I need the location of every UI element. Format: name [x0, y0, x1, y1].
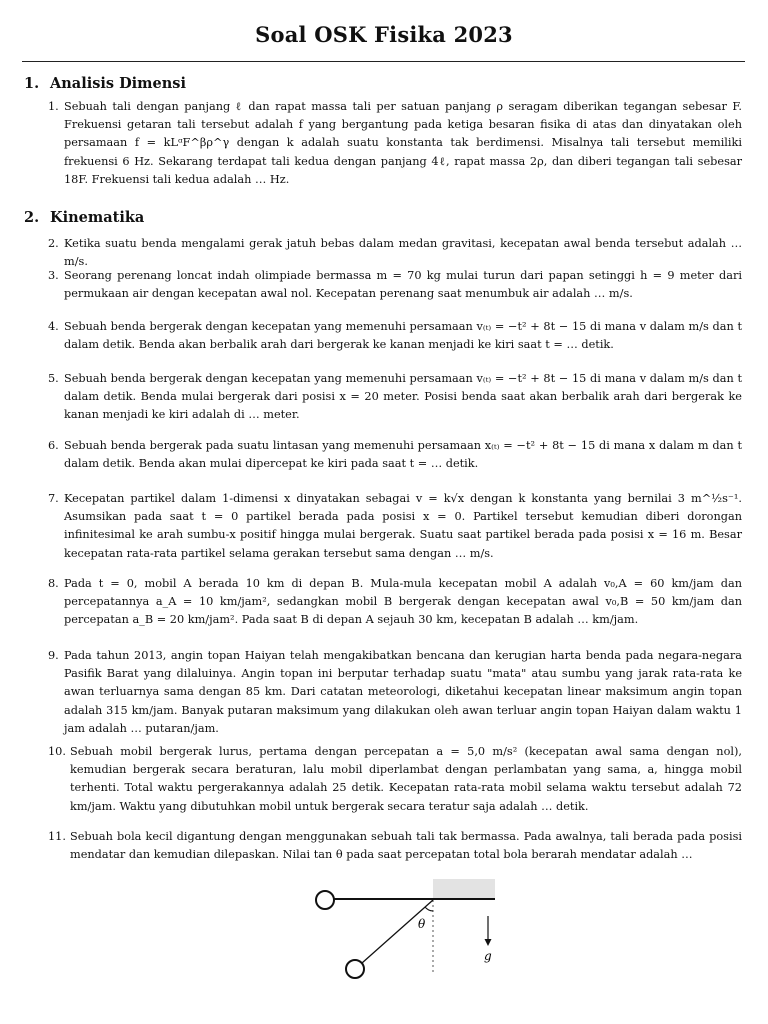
- problem-3: [48, 267, 742, 303]
- problem-text: Sebuah benda bergerak dengan kecepatan yang memenuhi persamaan v₍ₜ₎ = −t² + 8t − 15 di mana v dalam m/s dan t dalam detik. Benda mulai bergerak dari posisi x = 20 meter. Posisi benda saat akan berbalik arah dari bergerak ke kanan menjadi ke kiri adalah di … meter.: [64, 372, 742, 422]
- problem-6: [48, 437, 742, 473]
- section-heading-1: [24, 75, 186, 92]
- problem-1: [48, 98, 742, 189]
- problem-text: Sebuah benda bergerak pada suatu lintasan yang memenuhi persamaan x₍ₜ₎ = −t² + 8t − 15 di mana x dalam m dan t dalam detik. Benda akan mulai dipercepat ke kiri pada saat t = … detik.: [64, 439, 742, 471]
- problem-number: 8.: [48, 577, 59, 590]
- problem-7: [48, 490, 742, 563]
- problem-number: 4.: [48, 320, 59, 333]
- problem-9: [48, 647, 742, 738]
- ball-initial: [316, 891, 334, 909]
- section-number: 1.: [24, 75, 40, 92]
- gravity-label: g: [484, 949, 492, 963]
- section-title: Analisis Dimensi: [50, 75, 186, 92]
- page-title: Soal OSK Fisika 2023: [255, 22, 513, 47]
- problem-number: 3.: [48, 269, 59, 282]
- problem-text: Sebuah benda bergerak dengan kecepatan yang memenuhi persamaan v₍ₜ₎ = −t² + 8t − 15 di mana v dalam m/s dan t dalam detik. Benda akan berbalik arah dari bergerak ke kanan menjadi ke kiri saat t = … detik.: [64, 320, 742, 352]
- problem-text: Ketika suatu benda mengalami gerak jatuh bebas dalam medan gravitasi, kecepatan awal benda tersebut adalah … m/s.: [64, 237, 742, 269]
- angle-arc: [425, 907, 433, 911]
- ball-swinging: [346, 960, 364, 978]
- problem-text: Sebuah tali dengan panjang ℓ dan rapat massa tali per satuan panjang ρ seragam diberikan tegangan sebesar F. Frekuensi getaran tali tersebut adalah f yang bergantung pada ketiga besaran fisika di atas dan dinyatakan oleh persamaan f = kLᵅF^βρ^γ dengan k adalah suatu konstanta tak berdimensi. Misalnya tali tersebut memiliki frekuensi 6 Hz. Sekarang terdapat tali kedua dengan panjang 4ℓ, rapat massa 2ρ, dan diberi tegangan tali sebesar 18F. Frekuensi tali kedua adalah … Hz.: [64, 100, 742, 186]
- problem-number: 9.: [48, 649, 59, 662]
- problem-number: 1.: [48, 100, 59, 113]
- problem-5: [48, 370, 742, 425]
- section-number: 2.: [24, 209, 40, 226]
- hanging-string: [362, 900, 433, 963]
- problem-number: 10.: [48, 745, 66, 758]
- problem-11: [48, 828, 742, 864]
- problem-number: 11.: [48, 830, 66, 843]
- problem-text: Sebuah mobil bergerak lurus, pertama dengan percepatan a = 5,0 m/s² (kecepatan awal sama dengan nol), kemudian bergerak secara beraturan, lalu mobil diperlambat dengan perlambatan yang sama, a, hingga mobil terhenti. Total waktu pergerakannya adalah 25 detik. Kecepatan rata-rata mobil selama waktu tersebut adalah 72 km/jam. Waktu yang dibutuhkan mobil untuk bergerak secara teratur saja adalah … detik.: [70, 745, 742, 813]
- problem-text: Pada tahun 2013, angin topan Haiyan telah mengakibatkan bencana dan kerugian harta benda pada negara-negara Pasifik Barat yang dilaluinya. Angin topan ini berputar terhadap suatu "mata" atau sumbu yang jarak rata-rata ke awan terluarnya sama dengan 85 km. Dari catatan meteorologi, diketahui kecepatan linear maksimum angin topan adalah 315 km/jam. Banyak putaran maksimum yang dilakukan oleh awan terluar angin topan Haiyan dalam waktu 1 jam adalah … putaran/jam.: [64, 649, 742, 735]
- section-title: Kinematika: [50, 209, 145, 226]
- gravity-arrow-head: [485, 939, 492, 946]
- problem-2: [48, 235, 742, 271]
- title-rule: [22, 61, 745, 62]
- angle-label: θ: [418, 917, 426, 931]
- problem-10: [48, 743, 742, 816]
- problem-number: 5.: [48, 372, 59, 385]
- problem-number: 2.: [48, 237, 59, 250]
- problem-text: Seorang perenang loncat indah olimpiade bermassa m = 70 kg mulai turun dari papan setinggi h = 9 meter dari permukaan air dengan kecepatan awal nol. Kecepatan perenang saat menumbuk air adalah … m/s.: [64, 269, 742, 301]
- pendulum-figure: [300, 872, 510, 984]
- problem-text: Pada t = 0, mobil A berada 10 km di depan B. Mula-mula kecepatan mobil A adalah v₀,A = 60 km/jam dan percepatannya a_A = 10 km/jam², sedangkan mobil B bergerak dengan kecepatan awal v₀,B = 50 km/jam dan percepatan a_B = 20 km/jam². Pada saat B di depan A sejauh 30 km, kecepatan B adalah … km/jam.: [64, 577, 742, 627]
- problem-text: Sebuah bola kecil digantung dengan menggunakan sebuah tali tak bermassa. Pada awalnya, tali berada pada posisi mendatar dan kemudian dilepaskan. Nilai tan θ pada saat percepatan total bola berarah mendatar adalah …: [70, 830, 742, 862]
- problem-4: [48, 318, 742, 354]
- ceiling-support: [433, 879, 495, 899]
- problem-number: 6.: [48, 439, 59, 452]
- problem-number: 7.: [48, 492, 59, 505]
- problem-text: Kecepatan partikel dalam 1-dimensi x dinyatakan sebagai v = k√x dengan k konstanta yang bernilai 3 m^½s⁻¹. Asumsikan pada saat t = 0 partikel berada pada posisi x = 0. Partikel tersebut kemudian diberi dorongan infinitesimal ke arah sumbu-x positif hingga mulai bergerak. Suatu saat partikel berada pada posisi x = 16 m. Besar kecepatan rata-rata partikel selama gerakan tersebut sama dengan … m/s.: [64, 492, 742, 560]
- problem-8: [48, 575, 742, 630]
- section-heading-2: [24, 209, 144, 226]
